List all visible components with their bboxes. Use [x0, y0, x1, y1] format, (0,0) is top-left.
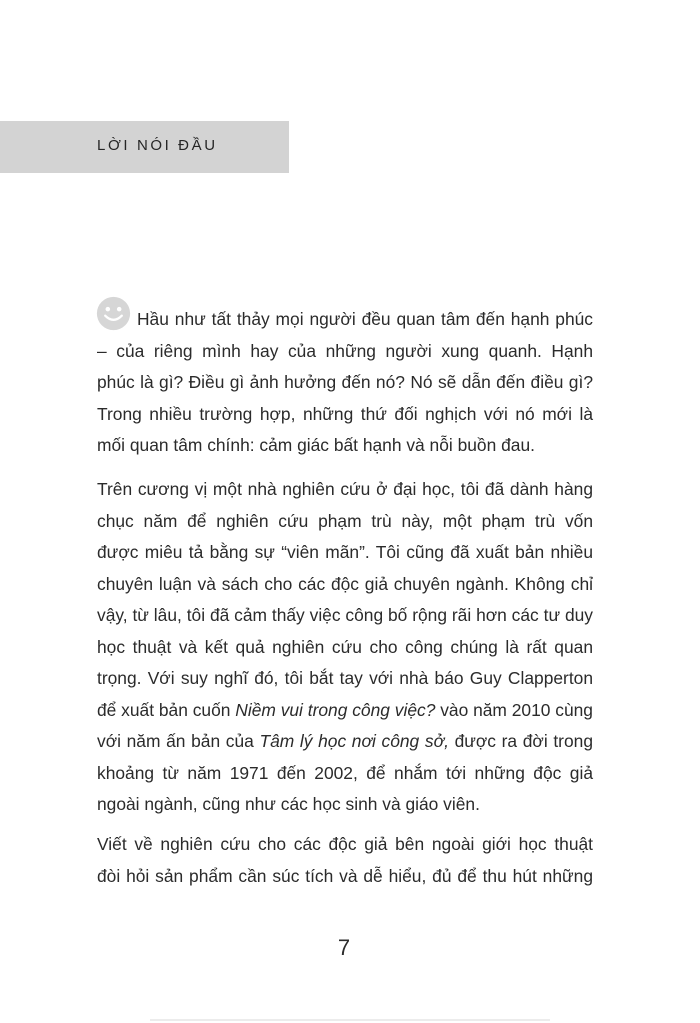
text-line: vậy, từ lâu, tôi đã cảm thấy việc công bố rộng rãi hơn các tư duy — [97, 605, 593, 625]
bottom-rule — [150, 1019, 550, 1021]
text-segment: được ra đời trong — [448, 731, 593, 751]
text-line: học thuật và kết quả nghiên cứu cho công chúng là rất quan — [97, 636, 593, 657]
chapter-title: LỜI NÓI ĐẦU — [97, 137, 218, 154]
text-line: Trong nhiều trường hợp, những thứ đối nghịch với nó mới là — [97, 403, 593, 424]
text-line — [97, 726, 593, 758]
book-title-italic: Tâm lý học nơi công sở, — [259, 731, 449, 751]
page-number: 7 — [337, 935, 351, 960]
paragraph-3 — [97, 829, 593, 892]
paragraph-1 — [97, 304, 593, 462]
text-segment: với năm ấn bản của — [97, 731, 260, 751]
text-line: Viết về nghiên cứu cho các độc giả bên ngoài giới học thuật — [97, 834, 593, 854]
text-line: – của riêng mình hay của những người xung quanh. Hạnh — [97, 340, 593, 361]
text-line — [97, 695, 593, 727]
text-line: ngoài ngành, cũng như các học sinh và giáo viên. — [97, 794, 480, 814]
text-line: phúc là gì? Điều gì ảnh hưởng đến nó? Nó sẽ dẫn đến điều gì? — [97, 372, 593, 392]
text-line: Hầu như tất thảy mọi người đều quan tâm đến hạnh phúc — [137, 309, 593, 329]
text-line: khoảng từ năm 1971 đến 2002, để nhắm tới những độc giả — [97, 762, 593, 783]
text-line: chuyên luận và sách cho các độc giả chuyên ngành. Không chỉ — [97, 573, 593, 594]
text-line: trọng. Với suy nghĩ đó, tôi bắt tay với nhà báo Guy Clapperton — [97, 668, 593, 688]
text-line: đòi hỏi sản phẩm cần súc tích và dễ hiểu, đủ để thu hút những — [97, 865, 593, 886]
text-line: mối quan tâm chính: cảm giác bất hạnh và nỗi buồn đau. — [97, 435, 535, 455]
book-title-italic: Niềm vui trong công việc? — [235, 699, 436, 720]
text-line: Trên cương vị một nhà nghiên cứu ở đại học, tôi đã dành hàng — [97, 479, 593, 499]
paragraph-2 — [97, 474, 593, 821]
text-segment: vào năm 2010 cùng — [435, 699, 593, 720]
text-line: chục năm để nghiên cứu phạm trù này, một phạm trù vốn — [97, 510, 593, 531]
text-segment: để xuất bản cuốn — [97, 699, 236, 720]
text-line: được miêu tả bằng sự “viên mãn”. Tôi cũng đã xuất bản nhiều — [97, 542, 593, 562]
